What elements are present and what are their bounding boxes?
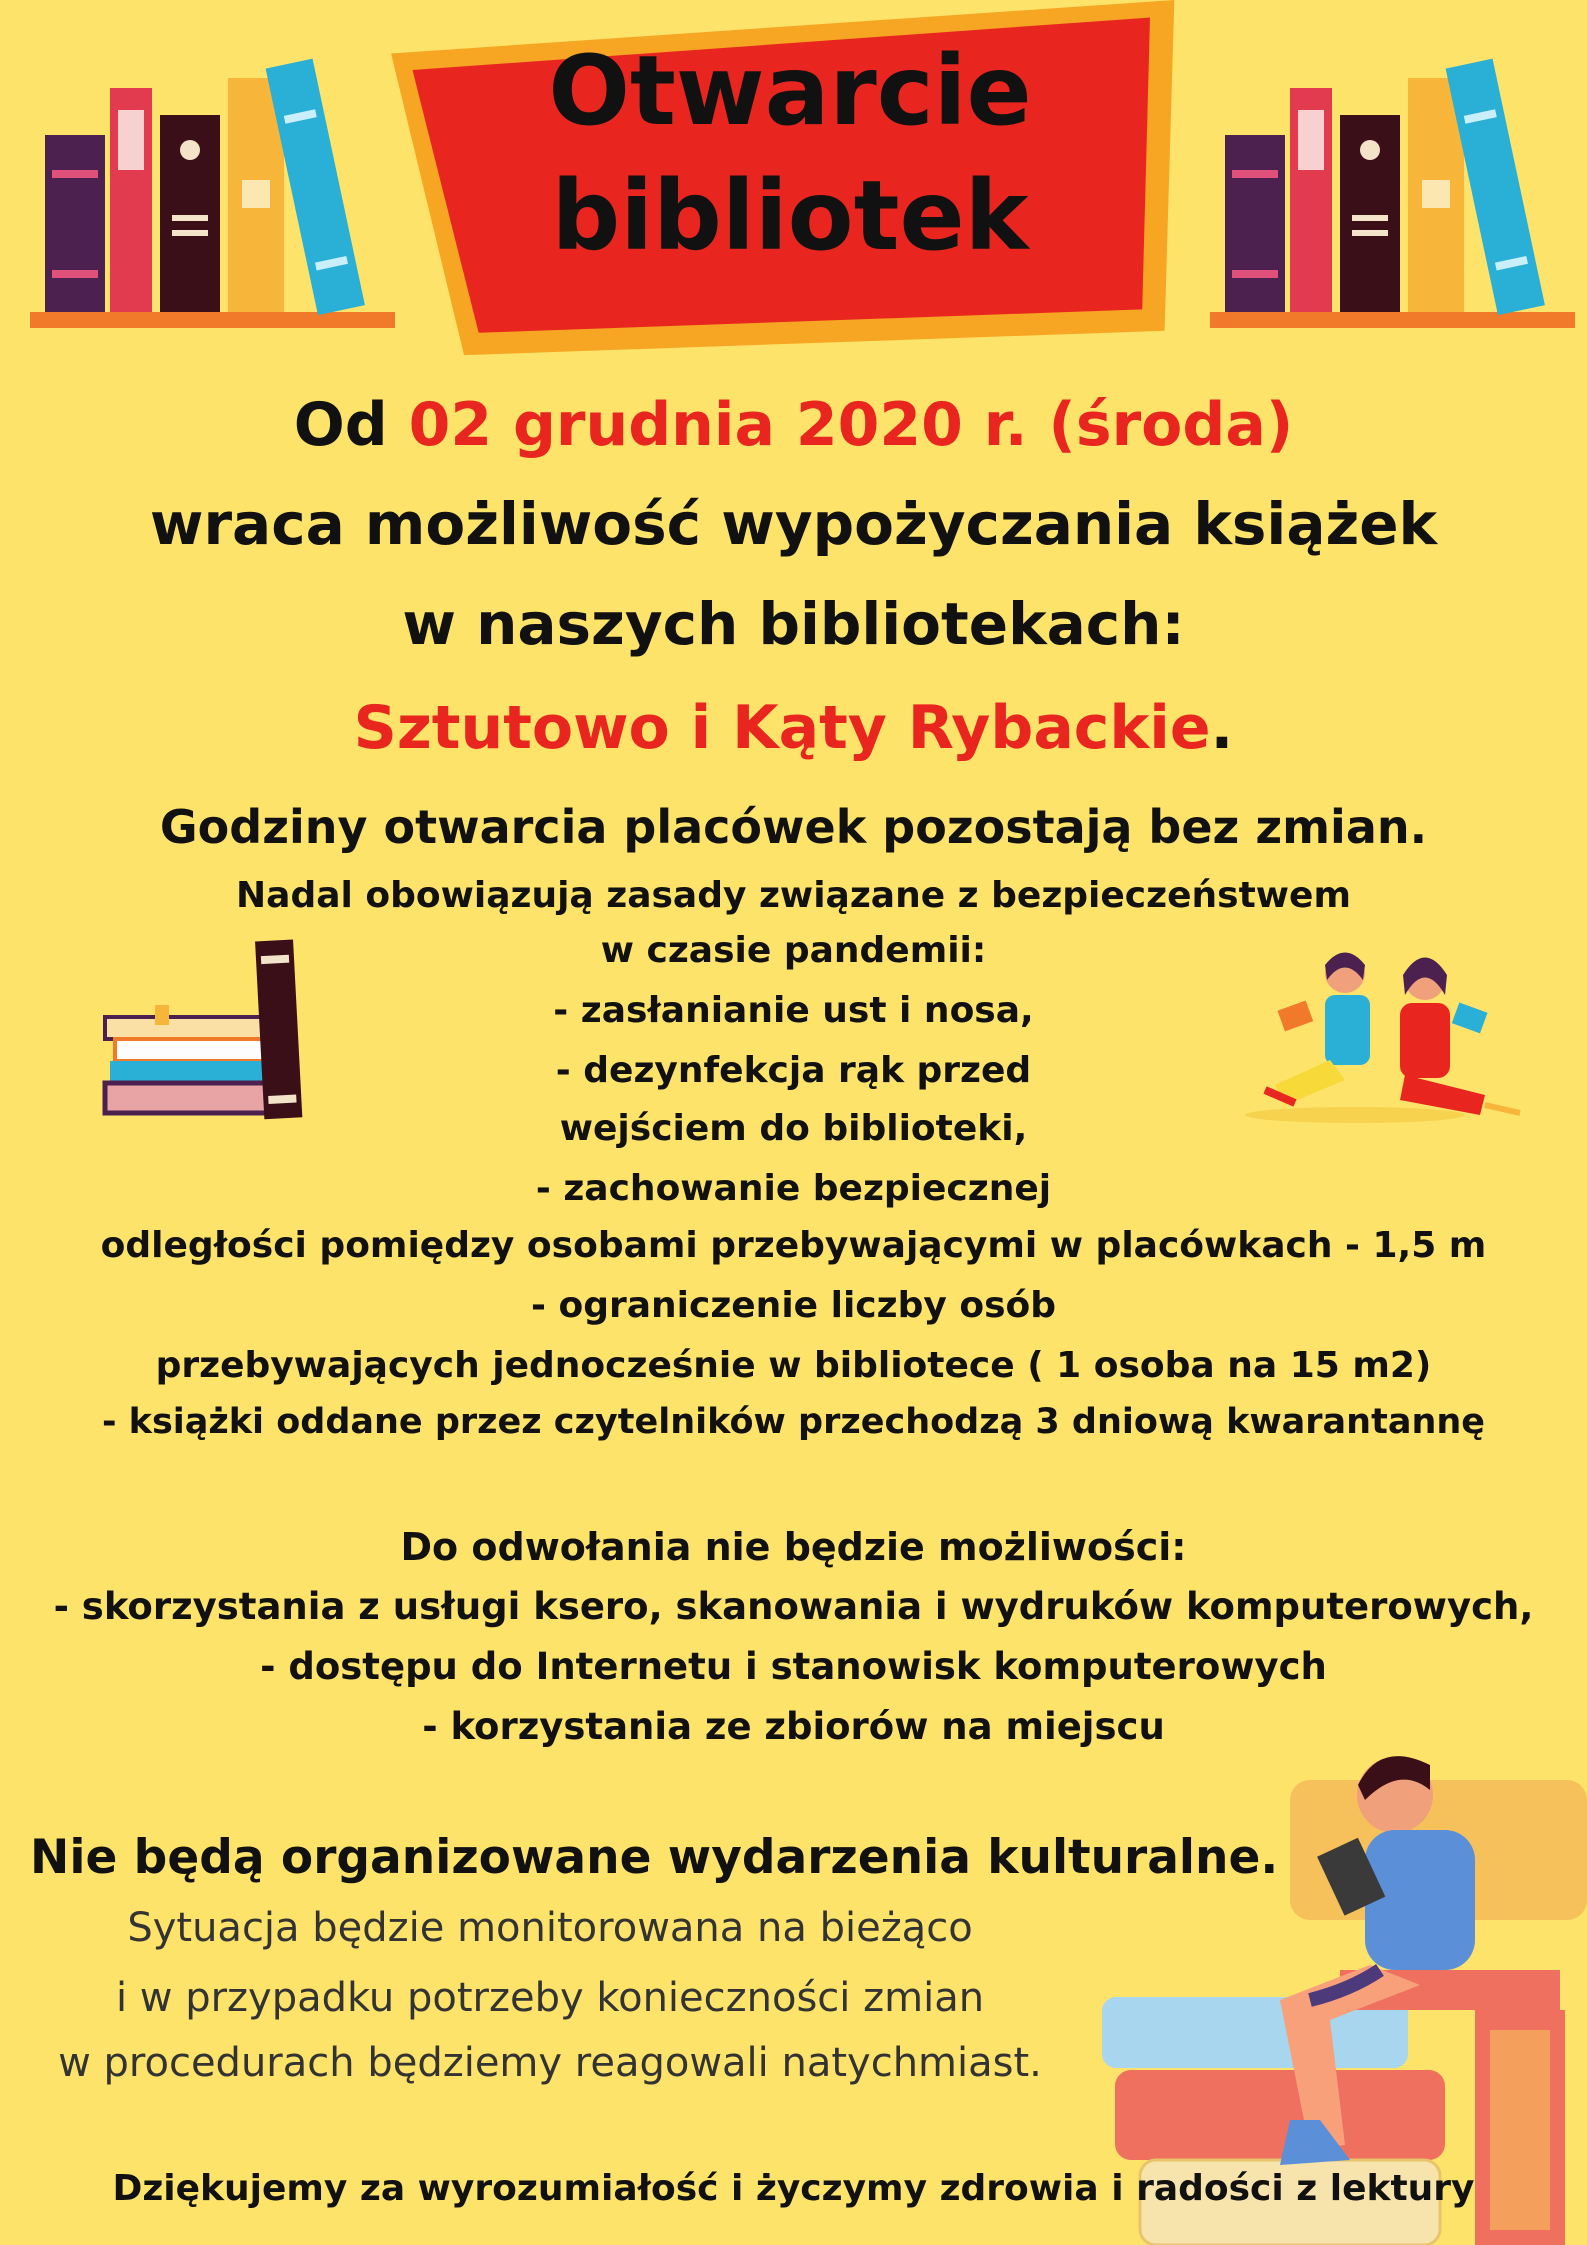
- title-line-1: Otwarcie: [548, 35, 1032, 147]
- rules-line-3: - dezynfekcja rąk przed: [555, 1050, 1032, 1091]
- rules-line-4: wejściem do biblioteki,: [559, 1108, 1028, 1149]
- intro-line-2: wraca możliwość wypożyczania książek: [149, 490, 1438, 558]
- intro-places: Sztutowo i Kąty Rybackie: [353, 693, 1211, 763]
- intro-line-3: w naszych bibliotekach:: [402, 590, 1185, 658]
- monitoring-line-2: w procedurach będziemy reagowali natychmiast.: [58, 2040, 1042, 2086]
- bookshelf-left-illustration: [30, 40, 400, 340]
- restrictions-heading: Do odwołania nie będzie możliwości:: [400, 1525, 1187, 1569]
- intro-od: Od: [293, 390, 388, 460]
- intro-places-end: .: [1210, 693, 1234, 763]
- monitoring-line-0: Sytuacja będzie monitorowana na bieżąco: [127, 1905, 973, 1951]
- restrictions-line-2: - dostępu do Internetu i stanowisk komputerowych: [260, 1645, 1327, 1688]
- intro-places-line: [0, 693, 1587, 763]
- rules-line-0: Nadal obowiązują zasady związane z bezpieczeństwem: [236, 875, 1351, 916]
- bookshelf-right-illustration: [1210, 40, 1580, 340]
- rules-line-5: - zachowanie bezpiecznej: [535, 1168, 1052, 1209]
- rules-line-9: - książki oddane przez czytelników przechodzą 3 dniową kwarantannę: [101, 1402, 1486, 1442]
- rules-line-8: przebywających jednocześnie w bibliotece ( 1 osoba na 15 m2): [155, 1345, 1432, 1386]
- reading-girls-illustration: [1235, 935, 1545, 1135]
- title-line-2: bibliotek: [551, 160, 1029, 272]
- hours-text: Godziny otwarcia placówek pozostają bez zmian.: [159, 800, 1428, 854]
- restrictions-line-1: - skorzystania z usługi ksero, skanowania i wydruków komputerowych,: [53, 1585, 1534, 1628]
- rules-line-1: w czasie pandemii:: [600, 930, 987, 971]
- intro-date: 02 grudnia 2020 r. (środa): [408, 390, 1294, 460]
- monitoring-line-1: i w przypadku potrzeby konieczności zmian: [115, 1975, 985, 2021]
- rules-line-6: odległości pomiędzy osobami przebywającymi w placówkach - 1,5 m: [100, 1225, 1487, 1266]
- restrictions-line-3: - korzystania ze zbiorów na miejscu: [422, 1705, 1165, 1748]
- rules-line-7: - ograniczenie liczby osób: [530, 1285, 1057, 1326]
- intro-date-line: [0, 390, 1587, 460]
- rules-line-2: - zasłanianie ust i nosa,: [553, 990, 1034, 1031]
- thanks-text: Dziękujemy za wyrozumiałość i życzymy zdrowia i radości z lektury: [112, 2168, 1475, 2209]
- book-stack-illustration: [95, 935, 325, 1125]
- events-text: Nie będą organizowane wydarzenia kulturalne.: [30, 1830, 1279, 1885]
